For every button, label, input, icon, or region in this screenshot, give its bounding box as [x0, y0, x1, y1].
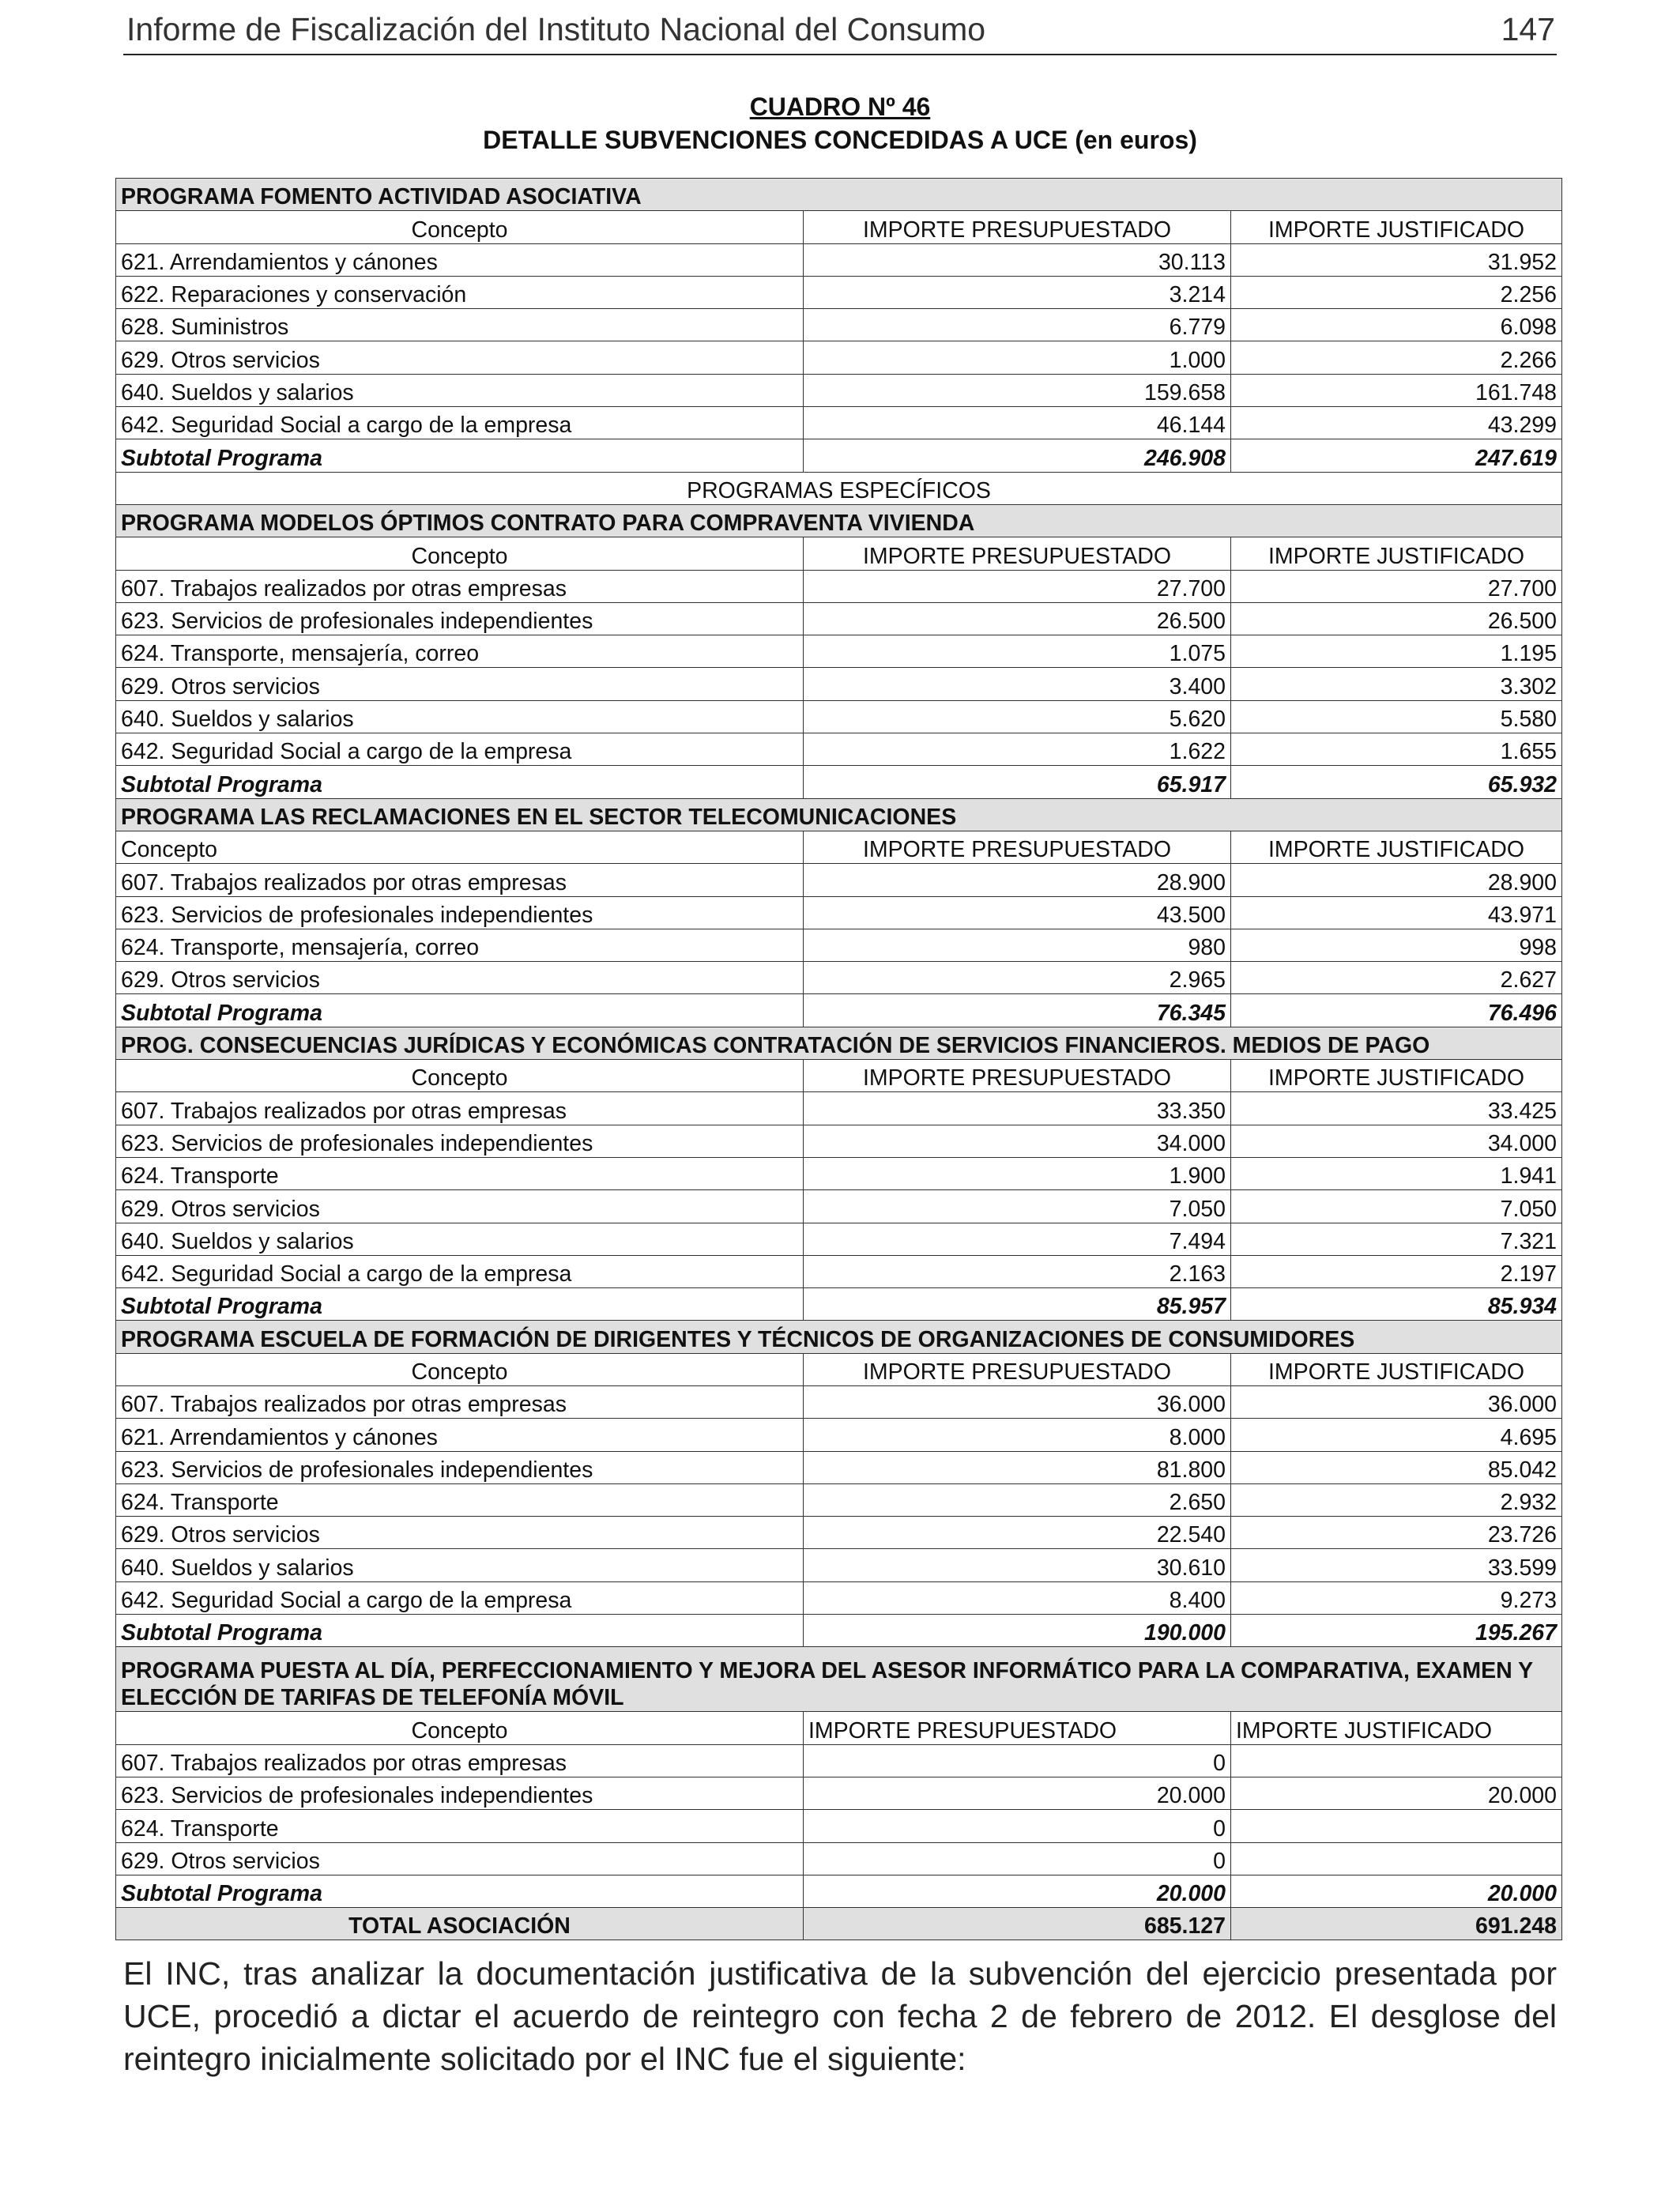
- justificado-cell: [1231, 1810, 1562, 1842]
- presupuestado-cell: 46.144: [804, 407, 1231, 439]
- table-row: [116, 1581, 1562, 1614]
- table-row: [116, 668, 1562, 700]
- program-title-row: [116, 179, 1562, 211]
- justificado-cell: 7.321: [1231, 1223, 1562, 1255]
- presupuestado-cell: 20.000: [804, 1777, 1231, 1809]
- justificado-cell: 33.425: [1231, 1092, 1562, 1125]
- table-number: CUADRO Nº 46: [749, 92, 931, 121]
- concept-cell: 628. Suministros: [116, 309, 804, 341]
- concept-cell: 629. Otros servicios: [116, 1842, 804, 1875]
- table-row: [116, 896, 1562, 929]
- subtotal-justificado: 76.496: [1231, 994, 1562, 1027]
- presupuestado-cell: 2.650: [804, 1483, 1231, 1516]
- subtotal-label: Subtotal Programa: [116, 1875, 804, 1907]
- table-row: [116, 1157, 1562, 1189]
- presupuestado-cell: 22.540: [804, 1517, 1231, 1549]
- presupuestado-cell: 0: [804, 1842, 1231, 1875]
- presupuestado-cell: 0: [804, 1744, 1231, 1777]
- subsidies-table: [115, 178, 1562, 1940]
- concept-cell: 629. Otros servicios: [116, 668, 804, 700]
- subtotal-row: [116, 1288, 1562, 1321]
- justificado-header: IMPORTE JUSTIFICADO: [1231, 211, 1562, 243]
- concepto-header: Concepto: [116, 1060, 804, 1092]
- justificado-header: IMPORTE JUSTIFICADO: [1231, 1353, 1562, 1385]
- presupuestado-cell: 34.000: [804, 1125, 1231, 1157]
- subtotal-presupuestado: 246.908: [804, 439, 1231, 472]
- concept-cell: 623. Servicios de profesionales independientes: [116, 1125, 804, 1157]
- justificado-cell: 20.000: [1231, 1777, 1562, 1809]
- concept-cell: 623. Servicios de profesionales independientes: [116, 1777, 804, 1809]
- justificado-cell: 2.627: [1231, 962, 1562, 994]
- presupuestado-cell: 81.800: [804, 1451, 1231, 1483]
- presupuestado-cell: 1.075: [804, 635, 1231, 668]
- concepto-header: Concepto: [116, 211, 804, 243]
- concepto-header: Concepto: [116, 1712, 804, 1744]
- concept-cell: 629. Otros servicios: [116, 341, 804, 374]
- presupuestado-cell: 30.610: [804, 1549, 1231, 1581]
- concept-cell: 607. Trabajos realizados por otras empresas: [116, 864, 804, 896]
- table-row: [116, 602, 1562, 635]
- presupuestado-cell: 2.965: [804, 962, 1231, 994]
- total-label: TOTAL ASOCIACIÓN: [116, 1908, 804, 1940]
- justificado-cell: 23.726: [1231, 1517, 1562, 1549]
- table-row: [116, 374, 1562, 406]
- column-header-row: [116, 1353, 1562, 1385]
- presupuestado-cell: 1.000: [804, 341, 1231, 374]
- table-row: [116, 243, 1562, 276]
- concept-cell: 623. Servicios de profesionales independientes: [116, 602, 804, 635]
- subtotal-row: [116, 1875, 1562, 1907]
- program-title-row: [116, 798, 1562, 831]
- justificado-cell: 31.952: [1231, 243, 1562, 276]
- subtotal-presupuestado: 85.957: [804, 1288, 1231, 1321]
- justificado-header: IMPORTE JUSTIFICADO: [1231, 1712, 1562, 1744]
- program-title: PROG. CONSECUENCIAS JURÍDICAS Y ECONÓMICAS CONTRATACIÓN DE SERVICIOS FINANCIEROS. MEDIOS DE PAGO: [116, 1027, 1562, 1059]
- total-presupuestado: 685.127: [804, 1908, 1231, 1940]
- justificado-cell: 43.299: [1231, 407, 1562, 439]
- subsidies-table-body: [116, 179, 1562, 1940]
- subtotal-presupuestado: 20.000: [804, 1875, 1231, 1907]
- justificado-cell: 2.932: [1231, 1483, 1562, 1516]
- subtotal-justificado: 195.267: [1231, 1615, 1562, 1647]
- table-row: [116, 407, 1562, 439]
- justificado-cell: 85.042: [1231, 1451, 1562, 1483]
- program-title: PROGRAMA PUESTA AL DÍA, PERFECCIONAMIENTO Y MEJORA DEL ASESOR INFORMÁTICO PARA LA COMPARATIVA, EXAMEN Y ELECCIÓN DE TARIFAS DE TELEFONÍA MÓVIL: [116, 1647, 1562, 1712]
- concept-cell: 607. Trabajos realizados por otras empresas: [116, 1092, 804, 1125]
- concept-cell: 642. Seguridad Social a cargo de la empresa: [116, 407, 804, 439]
- program-title-row: [116, 1321, 1562, 1353]
- table-row: [116, 1810, 1562, 1842]
- table-row: [116, 1744, 1562, 1777]
- presupuestado-cell: 1.622: [804, 733, 1231, 766]
- table-row: [116, 929, 1562, 961]
- justificado-cell: 1.655: [1231, 733, 1562, 766]
- table-row: [116, 962, 1562, 994]
- column-header-row: [116, 211, 1562, 243]
- presupuestado-cell: 26.500: [804, 602, 1231, 635]
- justificado-cell: 28.900: [1231, 864, 1562, 896]
- program-title: PROGRAMA LAS RECLAMACIONES EN EL SECTOR TELECOMUNICACIONES: [116, 798, 1562, 831]
- subtotal-justificado: 85.934: [1231, 1288, 1562, 1321]
- concept-cell: 624. Transporte: [116, 1483, 804, 1516]
- table-row: [116, 1092, 1562, 1125]
- program-title: PROGRAMA MODELOS ÓPTIMOS CONTRATO PARA COMPRAVENTA VIVIENDA: [116, 504, 1562, 537]
- table-row: [116, 635, 1562, 668]
- column-header-row: [116, 537, 1562, 570]
- specific-programs-row: [116, 472, 1562, 504]
- justificado-header: IMPORTE JUSTIFICADO: [1231, 537, 1562, 570]
- justificado-cell: [1231, 1842, 1562, 1875]
- concepto-header: Concepto: [116, 831, 804, 863]
- concept-cell: 623. Servicios de profesionales independientes: [116, 896, 804, 929]
- justificado-cell: 998: [1231, 929, 1562, 961]
- subtotal-label: Subtotal Programa: [116, 766, 804, 798]
- table-row: [116, 570, 1562, 602]
- program-title: PROGRAMA ESCUELA DE FORMACIÓN DE DIRIGENTES Y TÉCNICOS DE ORGANIZACIONES DE CONSUMIDORES: [116, 1321, 1562, 1353]
- presupuestado-cell: 3.400: [804, 668, 1231, 700]
- table-row: [116, 276, 1562, 308]
- specific-programs-label: PROGRAMAS ESPECÍFICOS: [116, 472, 1562, 504]
- subtotal-label: Subtotal Programa: [116, 439, 804, 472]
- concept-cell: 607. Trabajos realizados por otras empresas: [116, 1744, 804, 1777]
- page-header: [123, 6, 1557, 55]
- concept-cell: 623. Servicios de profesionales independientes: [116, 1451, 804, 1483]
- body-paragraph: El INC, tras analizar la documentación justificativa de la subvención del ejercicio presentada por UCE, procedió a dictar el acuerdo de reintegro con fecha 2 de febrero de 2012. El desglose del reintegro inicialmente solicitado por el INC fue el siguiente:: [123, 1955, 1557, 2077]
- presupuestado-cell: 5.620: [804, 700, 1231, 733]
- presupuestado-header: IMPORTE PRESUPUESTADO: [804, 831, 1231, 863]
- total-row: [116, 1908, 1562, 1940]
- concept-cell: 629. Otros servicios: [116, 1517, 804, 1549]
- subtotal-label: Subtotal Programa: [116, 1615, 804, 1647]
- presupuestado-cell: 2.163: [804, 1255, 1231, 1287]
- concept-cell: 624. Transporte, mensajería, correo: [116, 929, 804, 961]
- subtotal-presupuestado: 190.000: [804, 1615, 1231, 1647]
- justificado-cell: 1.941: [1231, 1157, 1562, 1189]
- justificado-cell: 2.256: [1231, 276, 1562, 308]
- presupuestado-cell: 980: [804, 929, 1231, 961]
- table-row: [116, 1125, 1562, 1157]
- concept-cell: 640. Sueldos y salarios: [116, 700, 804, 733]
- justificado-cell: 6.098: [1231, 309, 1562, 341]
- presupuestado-cell: 36.000: [804, 1385, 1231, 1418]
- presupuestado-cell: 159.658: [804, 374, 1231, 406]
- table-row: [116, 1517, 1562, 1549]
- table-row: [116, 1419, 1562, 1451]
- concept-cell: 642. Seguridad Social a cargo de la empresa: [116, 733, 804, 766]
- column-header-row: [116, 831, 1562, 863]
- justificado-cell: 2.266: [1231, 341, 1562, 374]
- presupuestado-header: IMPORTE PRESUPUESTADO: [804, 1060, 1231, 1092]
- justificado-cell: 36.000: [1231, 1385, 1562, 1418]
- concepto-header: Concepto: [116, 1353, 804, 1385]
- justificado-cell: 33.599: [1231, 1549, 1562, 1581]
- subtotal-row: [116, 1615, 1562, 1647]
- justificado-cell: [1231, 1744, 1562, 1777]
- table-row: [116, 1549, 1562, 1581]
- concept-cell: 642. Seguridad Social a cargo de la empresa: [116, 1581, 804, 1614]
- concept-cell: 624. Transporte, mensajería, correo: [116, 635, 804, 668]
- table-row: [116, 733, 1562, 766]
- table-row: [116, 864, 1562, 896]
- presupuestado-cell: 33.350: [804, 1092, 1231, 1125]
- table-row: [116, 1483, 1562, 1516]
- justificado-cell: 3.302: [1231, 668, 1562, 700]
- table-row: [116, 1255, 1562, 1287]
- concept-cell: 624. Transporte: [116, 1157, 804, 1189]
- justificado-cell: 34.000: [1231, 1125, 1562, 1157]
- total-justificado: 691.248: [1231, 1908, 1562, 1940]
- program-title-row: [116, 504, 1562, 537]
- justificado-cell: 26.500: [1231, 602, 1562, 635]
- subtotal-justificado: 247.619: [1231, 439, 1562, 472]
- subtotal-justificado: 65.932: [1231, 766, 1562, 798]
- justificado-cell: 9.273: [1231, 1581, 1562, 1614]
- table-row: [116, 309, 1562, 341]
- presupuestado-cell: 8.000: [804, 1419, 1231, 1451]
- program-title: PROGRAMA FOMENTO ACTIVIDAD ASOCIATIVA: [116, 179, 1562, 211]
- justificado-cell: 1.195: [1231, 635, 1562, 668]
- table-title: DETALLE SUBVENCIONES CONCEDIDAS A UCE (en euros): [483, 126, 1197, 154]
- justificado-cell: 43.971: [1231, 896, 1562, 929]
- column-header-row: [116, 1060, 1562, 1092]
- column-header-row: [116, 1712, 1562, 1744]
- presupuestado-header: IMPORTE PRESUPUESTADO: [804, 211, 1231, 243]
- table-row: [116, 1190, 1562, 1223]
- subtotal-row: [116, 439, 1562, 472]
- presupuestado-cell: 43.500: [804, 896, 1231, 929]
- subtotal-presupuestado: 76.345: [804, 994, 1231, 1027]
- concept-cell: 629. Otros servicios: [116, 962, 804, 994]
- presupuestado-cell: 1.900: [804, 1157, 1231, 1189]
- concept-cell: 640. Sueldos y salarios: [116, 374, 804, 406]
- table-row: [116, 1223, 1562, 1255]
- justificado-cell: 4.695: [1231, 1419, 1562, 1451]
- concept-cell: 624. Transporte: [116, 1810, 804, 1842]
- subtotal-label: Subtotal Programa: [116, 994, 804, 1027]
- justificado-cell: 27.700: [1231, 570, 1562, 602]
- presupuestado-cell: 7.050: [804, 1190, 1231, 1223]
- table-row: [116, 1451, 1562, 1483]
- concept-cell: 622. Reparaciones y conservación: [116, 276, 804, 308]
- concept-cell: 607. Trabajos realizados por otras empresas: [116, 1385, 804, 1418]
- justificado-cell: 2.197: [1231, 1255, 1562, 1287]
- concept-cell: 607. Trabajos realizados por otras empresas: [116, 570, 804, 602]
- justificado-cell: 7.050: [1231, 1190, 1562, 1223]
- report-title: Informe de Fiscalización del Instituto Nacional del Consumo: [126, 11, 986, 47]
- subtotal-row: [116, 766, 1562, 798]
- subtotal-label: Subtotal Programa: [116, 1288, 804, 1321]
- presupuestado-cell: 6.779: [804, 309, 1231, 341]
- table-row: [116, 700, 1562, 733]
- concept-cell: 629. Otros servicios: [116, 1190, 804, 1223]
- program-title-row: [116, 1647, 1562, 1712]
- presupuestado-cell: 30.113: [804, 243, 1231, 276]
- subtotal-row: [116, 994, 1562, 1027]
- presupuestado-header: IMPORTE PRESUPUESTADO: [804, 1712, 1231, 1744]
- concept-cell: 640. Sueldos y salarios: [116, 1549, 804, 1581]
- subtotal-justificado: 20.000: [1231, 1875, 1562, 1907]
- program-title-row: [116, 1027, 1562, 1059]
- table-row: [116, 341, 1562, 374]
- presupuestado-cell: 27.700: [804, 570, 1231, 602]
- table-row: [116, 1842, 1562, 1875]
- table-row: [116, 1385, 1562, 1418]
- concept-cell: 621. Arrendamientos y cánones: [116, 243, 804, 276]
- justificado-cell: 161.748: [1231, 374, 1562, 406]
- concept-cell: 621. Arrendamientos y cánones: [116, 1419, 804, 1451]
- justificado-header: IMPORTE JUSTIFICADO: [1231, 1060, 1562, 1092]
- presupuestado-header: IMPORTE PRESUPUESTADO: [804, 1353, 1231, 1385]
- concepto-header: Concepto: [116, 537, 804, 570]
- presupuestado-header: IMPORTE PRESUPUESTADO: [804, 537, 1231, 570]
- concept-cell: 640. Sueldos y salarios: [116, 1223, 804, 1255]
- presupuestado-cell: 8.400: [804, 1581, 1231, 1614]
- presupuestado-cell: 28.900: [804, 864, 1231, 896]
- table-row: [116, 1777, 1562, 1809]
- justificado-cell: 5.580: [1231, 700, 1562, 733]
- justificado-header: IMPORTE JUSTIFICADO: [1231, 831, 1562, 863]
- presupuestado-cell: 3.214: [804, 276, 1231, 308]
- presupuestado-cell: 7.494: [804, 1223, 1231, 1255]
- concept-cell: 642. Seguridad Social a cargo de la empresa: [116, 1255, 804, 1287]
- page-number: 147: [1501, 11, 1555, 47]
- presupuestado-cell: 0: [804, 1810, 1231, 1842]
- subtotal-presupuestado: 65.917: [804, 766, 1231, 798]
